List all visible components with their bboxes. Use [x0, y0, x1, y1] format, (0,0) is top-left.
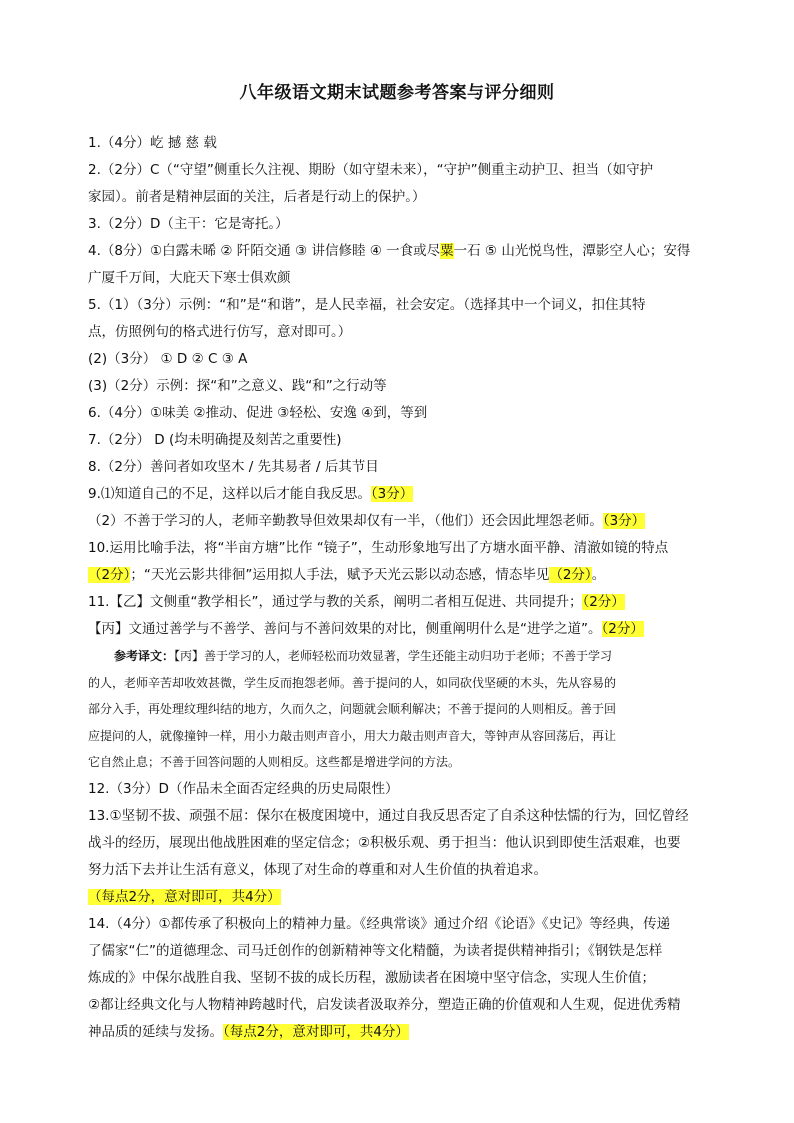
answer-q13-score: [88, 884, 728, 911]
score-badge: （3分）: [370, 486, 414, 502]
translation-label: 参考译文：: [114, 649, 175, 663]
score-badge: （2分）: [582, 594, 625, 610]
translation-line1: [88, 643, 728, 670]
answer-q2-line2: 家园）。前者是精神层面的关注，后者是行动上的保护。）: [88, 189, 426, 205]
score-badge: （3分）: [602, 513, 646, 529]
answer-q11-text1: 11.【乙】文侧重“教学相长”，通过学与教的关系，阐明二者相互促进、共同提升；: [88, 594, 583, 610]
answer-q14-text5: 神品质的延续与发扬。: [88, 1023, 223, 1040]
answer-q4-line2: 广厦千万间，大庇天下寒士俱欢颜: [88, 270, 291, 286]
translation-line4: 应提问的人，就像撞钟一样，用小力敲击则声音小，用大力敲击则声音大，等钟声从容回荡后，再让: [88, 728, 617, 743]
answer-q14-line5: [88, 1019, 728, 1046]
answer-q9-text1: 9.⑴知道自己的不足，这样以后才能自我反思。: [88, 486, 371, 502]
answer-q13-line2: 战斗的经历，展现出他战胜困难的坚定信念；②积极乐观、勇于担当：他认识到即使生活艰难，也要: [88, 834, 681, 851]
score-badge: （每点2分，意对即可，共4分）: [88, 888, 281, 905]
translation-text1: 【丙】善于学习的人，老师轻松而功效显著，学生还能主动归功于老师；不善于学习: [174, 649, 613, 663]
answer-q4-text-b: 一石 ⑤ 山光悦鸟性，潭影空人心；安得: [453, 243, 691, 259]
answer-q13-line3: 努力活下去并让生活有意义，体现了对生命的尊重和对人生价值的执着追求。: [88, 861, 547, 878]
answer-q5-line3: (2)（3分） ① D ② C ③ A: [88, 351, 248, 367]
reference-translation: [88, 643, 728, 776]
translation-line2: 的人，老师辛苦却收效甚微，学生反而抱怨老师。善于提问的人，如同砍伐坚硬的木头，先从容易的: [88, 675, 617, 690]
translation-line5: 它自然止息；不善于回答问题的人则相反。这些都是增进学问的方法。: [88, 755, 461, 769]
answer-q11-line1: [88, 589, 728, 616]
answer-q14-line1: 14.（4分）①都传承了积极向上的精神力量。《经典常谈》通过介绍《论语》《史记》等经典，传递: [88, 915, 671, 932]
answer-q14-line4: ②都让经典文化与人物精神跨越时代，启发读者汲取养分，塑造正确的价值观和人生观，促进优秀精: [88, 996, 681, 1013]
score-badge: （每点2分，意对即可，共4分）: [223, 1023, 409, 1040]
translation-line3: 部分入手，再处理纹理纠结的地方，久而久之，问题就会顺利解决；不善于提问的人则相反。善于回: [88, 702, 617, 716]
score-badge: （2分）: [601, 621, 644, 637]
answer-q9-text2: （2）不善于学习的人，老师辛勤教导但效果却仅有一半，（他们）还会因此埋怨老师。: [88, 513, 603, 529]
answer-q4-line1: [88, 238, 728, 265]
answer-q9-line1: [88, 481, 728, 508]
answer-q3: 3.（2分）D（主干：它是寄托。）: [88, 216, 289, 232]
answer-q13-line1: 13.①坚韧不拔、顽强不屈：保尔在极度困境中，通过自我反思否定了自杀这种怯懦的行为，回忆曾经: [88, 807, 689, 824]
answer-q10-line1: 10.运用比喻手法，将“半亩方塘”比作 “镜子”，生动形象地写出了方塘水面平静、清澈如镜的特点: [88, 540, 669, 556]
answer-q2-line1: 2.（2分）C（“守望”侧重长久注视、期盼（如守望未来），“守护”侧重主动护卫、担当（如守护: [88, 162, 654, 178]
answer-q8: 8.（2分）善问者如攻坚木 / 先其易者 / 后其节目: [88, 459, 379, 475]
answer-q4-text-a: 4.（8分）①白露未晞 ② 阡陌交通 ③ 讲信修睦 ④ 一食或尽: [88, 243, 441, 259]
answer-q11-line2: [88, 616, 728, 643]
answer-q6: 6.（4分）①味美 ②推动、促进 ③轻松、安逸 ④到，等到: [88, 405, 428, 421]
score-badge: （2分）: [88, 567, 131, 583]
answer-content: [88, 130, 728, 1046]
answer-q5-line2: 点，仿照例句的格式进行仿写，意对即可。）: [88, 324, 352, 340]
score-badge: （2分）: [549, 567, 592, 583]
answer-q5-line4: (3)（2分）示例：探“和”之意义、践“和”之行动等: [88, 378, 387, 394]
answer-q11-text2: 【丙】文通过善学与不善学、善问与不善问效果的对比，侧重阐明什么是“进学之道”。: [88, 621, 602, 637]
answer-q1: 1.（4分）屹 撼 慈 载: [88, 135, 217, 151]
answer-q14-line3: 炼成的》中保尔战胜自我、坚韧不拔的成长历程，激励读者在困境中坚守信念，实现人生价值；: [88, 969, 655, 986]
answer-q12: 12.（3分）D（作品未全面否定经典的历史局限性）: [88, 780, 399, 797]
answer-q14-line2: 了儒家“仁”的道德理念、司马迁创作的创新精神等文化精髓，为读者提供精神指引；《钢铁是怎样: [88, 942, 663, 959]
answer-q10-line2: [88, 562, 728, 589]
answer-q5-line1: 5.（1）（3分）示例：“和”是“和谐”，是人民幸福，社会安定。（选择其中一个词义，扣住其特: [88, 297, 646, 313]
answer-q9-line2: [88, 508, 728, 535]
answer-q7: 7.（2分） D (均未明确提及刻苦之重要性): [88, 432, 342, 448]
answer-q10-end: 。: [591, 567, 606, 583]
highlighted-char: 粟: [440, 243, 454, 259]
answer-q10-text2: ；“天光云影共徘徊”运用拟人手法，赋予天光云影以动态感，情态毕见: [130, 567, 550, 583]
page-title: 八年级语文期末试题参考答案与评分细则: [239, 83, 555, 103]
